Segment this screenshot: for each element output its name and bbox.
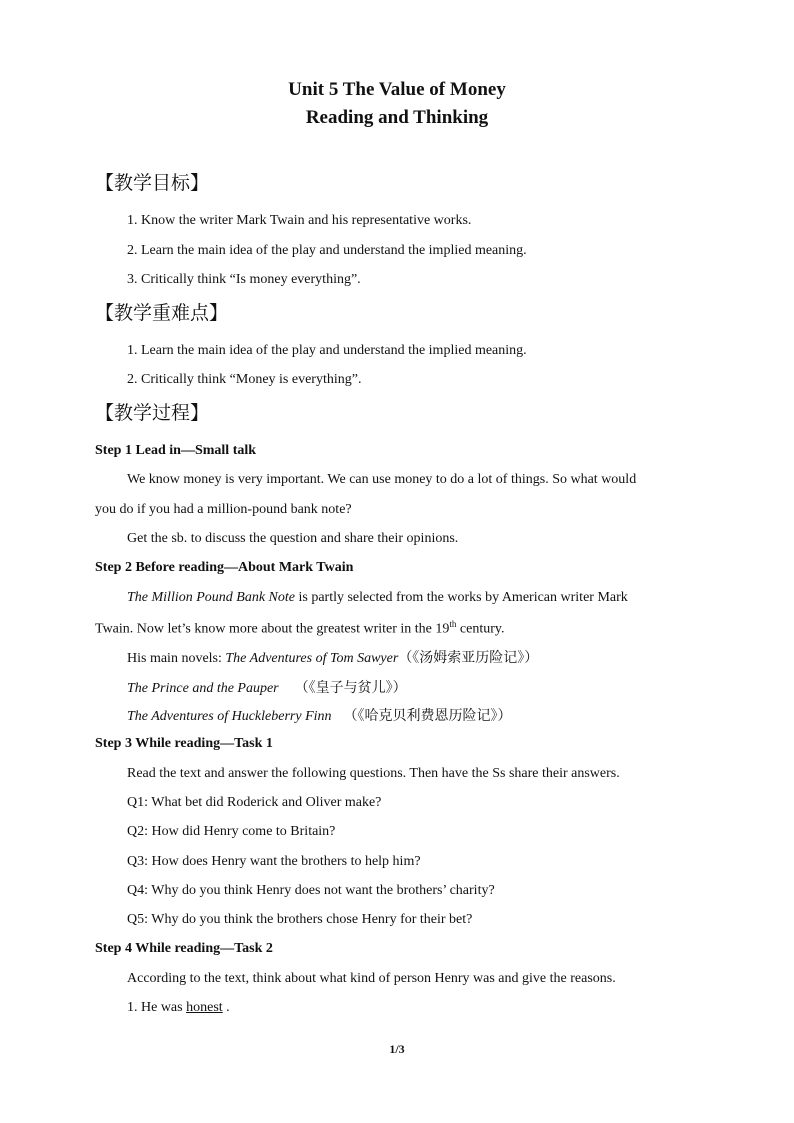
step2-paragraph-line [95,619,504,638]
step2-heading: Step 2 Before reading—About Mark Twain [95,560,354,575]
step3-heading: Step 3 While reading—Task 1 [95,736,273,751]
document-subtitle: Reading and Thinking [305,107,489,128]
novel-title-cn: （《汤姆索亚历险记》） [398,650,539,666]
step4-heading: Step 4 While reading—Task 2 [95,941,273,956]
step1-paragraph-line: We know money is very important. We can use money to do a lot of things. So what would [127,472,637,487]
book-title: The Million Pound Bank Note [127,590,295,605]
novel-title-en: The Adventures of Tom Sawyer [225,651,399,666]
objective-item: 2. Learn the main idea of the play and understand the implied meaning. [127,243,527,258]
question-item: Q3: How does Henry want the brothers to help him? [127,854,421,869]
novel-line [127,647,538,667]
ordinal-suffix: th [449,619,457,629]
novels-label: His main novels: [127,651,226,666]
step1-paragraph-line: you do if you had a million-pound bank note? [95,502,352,517]
novel-title-cn: （《皇子与贫儿》） [294,680,407,696]
objectives-heading: 【教学目标】 [95,172,210,194]
step4-item-answer: honest [186,1000,223,1015]
step4-intro: According to the text, think about what kind of person Henry was and give the reasons. [127,971,616,986]
step2-text: Twain. Now let’s know more about the greatest writer in the 19 [95,621,450,637]
question-item: Q5: Why do you think the brothers chose Henry for their bet? [127,912,473,927]
key-point-item: 2. Critically think “Money is everything”. [127,372,362,387]
process-heading: 【教学过程】 [95,402,210,424]
step4-item [127,1000,230,1016]
step2-text: century. [456,621,505,637]
step1-heading: Step 1 Lead in—Small talk [95,443,257,458]
novel-line [127,677,407,697]
step2-text: is partly selected from the works by American writer Mark [294,590,628,605]
document-title: Unit 5 The Value of Money [288,79,506,100]
question-item: Q1: What bet did Roderick and Oliver make? [127,795,382,810]
objective-item: 3. Critically think “Is money everything”. [127,272,361,287]
step4-item-prefix: 1. He was [127,1000,187,1015]
novel-title-cn: （《哈克贝利费恩历险记》） [343,708,512,724]
novel-title-en: The Adventures of Huckleberry Finn [127,709,332,724]
key-points-heading: 【教学重难点】 [95,302,229,324]
question-item: Q4: Why do you think Henry does not want the brothers’ charity? [127,883,495,898]
objective-item: 1. Know the writer Mark Twain and his representative works. [127,213,472,228]
novel-title-en: The Prince and the Pauper [127,681,279,696]
key-point-item: 1. Learn the main idea of the play and understand the implied meaning. [127,343,527,358]
step1-instruction: Get the sb. to discuss the question and share their opinions. [127,531,459,546]
question-item: Q2: How did Henry come to Britain? [127,824,336,839]
step3-intro: Read the text and answer the following questions. Then have the Ss share their answers. [127,766,620,781]
novel-line [127,705,512,725]
page-number: 1/3 [389,1042,405,1056]
step4-item-suffix: . [222,1000,230,1015]
step2-paragraph-line [127,590,628,606]
